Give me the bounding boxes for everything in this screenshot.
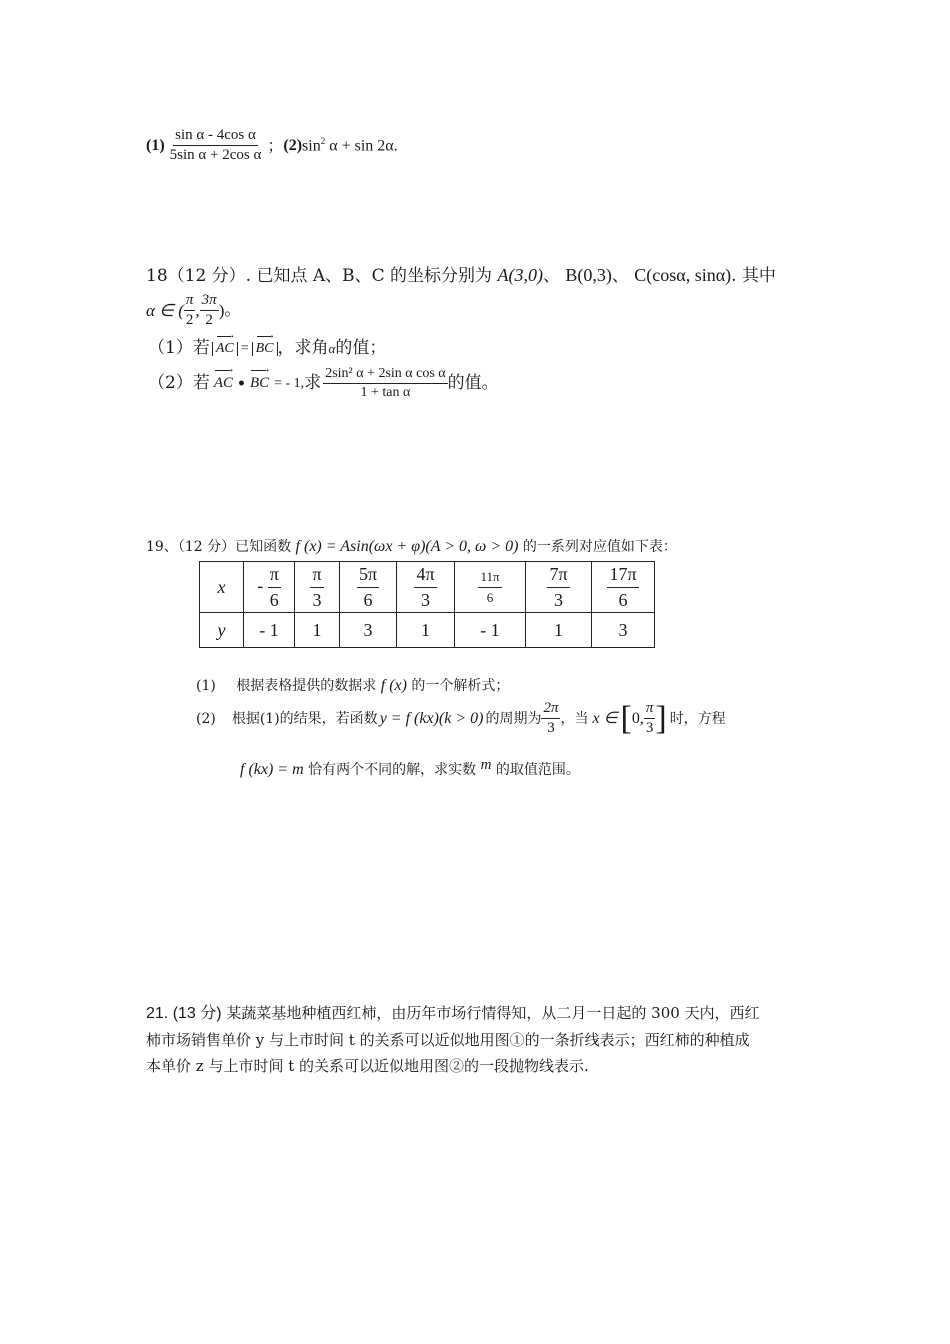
table-row — [200, 613, 655, 648]
q18-part2-vec-ac — [214, 376, 233, 391]
q19-part2-text3: ，当 — [560, 710, 589, 727]
q19-part2-period-num: 2π — [541, 701, 560, 719]
q17-separator: ； — [267, 135, 284, 155]
q19-part2-interval-lo: 0, — [631, 709, 644, 727]
q19-part2 — [196, 701, 726, 736]
q19-head: 19、（12 分）已知函数 — [146, 539, 292, 555]
q19-x6-frac — [607, 564, 638, 611]
q18-part1-vec-ac: → AC — [216, 342, 234, 356]
q21-line2: 柿市场销售单价 y 与上市时间 t 的关系可以近似地用图①的一条折线表示；西红柿的种植成 — [146, 1031, 750, 1049]
q19-x4-den: 6 — [486, 589, 494, 605]
q19-part2-interval-frac — [644, 701, 656, 736]
q18-part1 — [148, 340, 386, 357]
q18-part1-label: （1）若 — [148, 338, 210, 358]
q19-part2-func: y = f (kx)(k > 0) — [379, 709, 484, 727]
q19-table-y-cell: - 1 — [244, 613, 295, 648]
q18-part2-vec-ac-text: → AC — [214, 376, 233, 391]
q19-x5-num: 7π — [547, 564, 569, 588]
q19-table-y-cell: 1 — [397, 613, 455, 648]
q19-part1-func: f (x) — [380, 677, 407, 694]
q19-part2-text4: 时，方程 — [669, 710, 726, 727]
q18-part1-vec-bc: → BC — [256, 342, 274, 356]
q19-table-x-cell — [397, 562, 455, 613]
q19-part2-text1: 根据(1)的结果，若函数 — [231, 710, 378, 727]
q19-x4-frac — [478, 569, 501, 606]
q17-part2-sup: 2 — [320, 135, 326, 146]
q19-x0-sign: - — [257, 575, 264, 596]
q18-point-a: A(3,0) — [497, 265, 543, 285]
q19-x3-frac — [414, 564, 436, 611]
q19-table-y-label: y — [200, 613, 244, 648]
q18-part2-fraction-den: 1 + tan α — [360, 385, 411, 400]
q19-x1-den: 3 — [312, 589, 322, 610]
q19-x5-den: 3 — [554, 589, 563, 610]
q18-part2-vec-bc-text: → BC — [250, 376, 269, 391]
q19-part2-period-frac — [541, 701, 560, 736]
q19-table-x-cell — [455, 562, 526, 613]
q19-x5-frac — [547, 564, 569, 611]
q19-table-y-cell: 1 — [295, 613, 340, 648]
q17-line — [146, 128, 398, 163]
q19-table-y-cell: 3 — [592, 613, 655, 648]
q18-head: 18（12 分）. 已知点 A、B、C 的坐标分别为 — [146, 266, 493, 286]
q19-table-y-cell: 3 — [340, 613, 397, 648]
q18-comma: , — [195, 301, 200, 320]
q21-label: 21. (13 分) — [146, 1005, 222, 1022]
q19-part2-text2: 的周期为 — [485, 710, 542, 727]
q18-fraction-3pi-2-den: 2 — [205, 312, 213, 328]
q19-table-x-cell — [340, 562, 397, 613]
q18-sep2: 、 — [611, 266, 629, 286]
q18-point-b: B(0,3) — [565, 265, 612, 285]
q18-part1-abs-bc — [252, 342, 278, 356]
q19-x2-frac — [357, 564, 379, 611]
q19-x1-frac — [310, 564, 323, 611]
q19-table-x-cell — [295, 562, 340, 613]
q19-part2-m: m — [480, 757, 492, 773]
q17-fraction-1-numerator: sin α - 4cos α — [173, 128, 258, 146]
q18-fraction-pi-2-den: 2 — [185, 312, 194, 328]
q21-line1-row — [146, 1000, 816, 1027]
q19-table-x-cell — [244, 562, 295, 613]
q21-line1: 某蔬菜基地种植西红柿，由历年市场行情得知，从二月一日起的 300 天内，西红 — [226, 1004, 760, 1022]
q19-part2-x: x ∈ — [592, 709, 618, 727]
q19-func: f (x) = Asin(ωx + φ)(A > 0, ω > 0) — [295, 538, 519, 555]
q17-part1-label: (1) — [146, 136, 165, 154]
q19-x0-den: 6 — [269, 589, 279, 610]
q18-part2-fraction — [323, 367, 447, 400]
q18-part2 — [148, 367, 499, 400]
q19-x4-num: 11π — [478, 569, 501, 588]
q19-part2-interval-den: 3 — [645, 720, 654, 736]
q18-part1-abs-ac — [212, 342, 238, 356]
q17-part2-rest: α + sin 2α — [329, 137, 394, 155]
q18-part2-vec-bc — [250, 376, 269, 391]
q18-part1-eq: = — [240, 340, 249, 356]
q18-part1-alpha: α — [328, 341, 336, 356]
q19-part2-text6: 的取值范围。 — [495, 762, 580, 778]
q19-part2-period-den: 3 — [547, 720, 555, 736]
q19-x2-den: 6 — [363, 589, 373, 610]
q17-part2-end: . — [393, 137, 398, 155]
q18-sep1: 、 — [542, 266, 560, 286]
q18-part2-tail: 的值。 — [447, 373, 499, 393]
q18-point-c: C(cosα, sinα) — [634, 265, 732, 285]
q21-block — [146, 1000, 816, 1079]
q17-part2-label: (2) — [283, 136, 303, 154]
q19-part1-tail: 的一个解析式； — [411, 678, 510, 694]
q19-value-table — [199, 561, 655, 648]
q18-part2-eq: = - 1, — [274, 375, 305, 391]
q18-part2-fraction-num: 2sin² α + 2sin α cos α — [323, 367, 447, 384]
q18-part2-ask: 求 — [304, 373, 322, 393]
q18-fraction-3pi-2-num: 3π — [200, 293, 219, 311]
q18-part1-tail1: ，求角 — [277, 338, 329, 358]
q19-table-x-label: x — [200, 562, 244, 613]
q18-period: 。 — [224, 300, 242, 320]
q17-fraction-1 — [168, 128, 264, 163]
q19-table-x-cell — [526, 562, 592, 613]
q19-x3-den: 3 — [421, 589, 430, 610]
q19-line1 — [146, 539, 677, 555]
q17-part2-expr — [302, 137, 398, 154]
q18-alpha-in: α ∈ ( — [146, 301, 184, 320]
q18-fraction-3pi-2 — [200, 293, 219, 328]
q18-part1-tail2: 的值； — [335, 338, 387, 358]
q18-close: ) — [218, 301, 225, 320]
q19-x6-den: 6 — [618, 589, 628, 610]
q19-part2-text5: 恰有两个不同的解，求实数 — [308, 762, 477, 778]
q19-x6-num: 17π — [607, 564, 638, 588]
q19-table-x-cell — [592, 562, 655, 613]
q19-part2-left-bracket: [ — [620, 699, 632, 737]
q19-part2-eq: f (kx) = m — [240, 761, 304, 778]
q18-line2 — [146, 293, 241, 328]
table-row — [200, 562, 655, 613]
q19-x2-num: 5π — [357, 564, 379, 588]
q18-fraction-pi-2-num: π — [184, 293, 196, 311]
q19-part1-text: 根据表格提供的数据求 — [236, 678, 377, 694]
q18-part2-dot: • — [237, 375, 246, 392]
q18-line1 — [146, 266, 776, 285]
q17-fraction-1-denominator: 5sin α + 2cos α — [169, 147, 262, 163]
q19-x3-num: 4π — [414, 564, 436, 588]
q17-part2-sin: sin — [302, 137, 321, 155]
q19-part1 — [196, 678, 509, 694]
q19-part2-interval-num: π — [644, 701, 656, 719]
q19-table-y-cell: - 1 — [455, 613, 526, 648]
q18-fraction-pi-2 — [184, 293, 196, 328]
q19-x1-num: π — [310, 564, 323, 588]
q18-part2-label: （2）若 — [148, 373, 210, 393]
q19-x0-num: π — [268, 564, 281, 588]
q18-tail: . 其中 — [731, 266, 776, 286]
q19-part2-line2 — [240, 758, 580, 778]
q19-part2-label: (2) — [196, 710, 216, 727]
q19-tail: 的一系列对应值如下表： — [522, 539, 677, 555]
q19-part1-label: (1) — [196, 678, 216, 694]
q19-x0-frac — [268, 564, 281, 611]
q19-part2-right-bracket: ] — [655, 699, 667, 737]
q19-table-y-cell: 1 — [526, 613, 592, 648]
q21-line3: 本单价 z 与上市时间 t 的关系可以近似地用图②的一段抛物线表示. — [146, 1057, 589, 1075]
